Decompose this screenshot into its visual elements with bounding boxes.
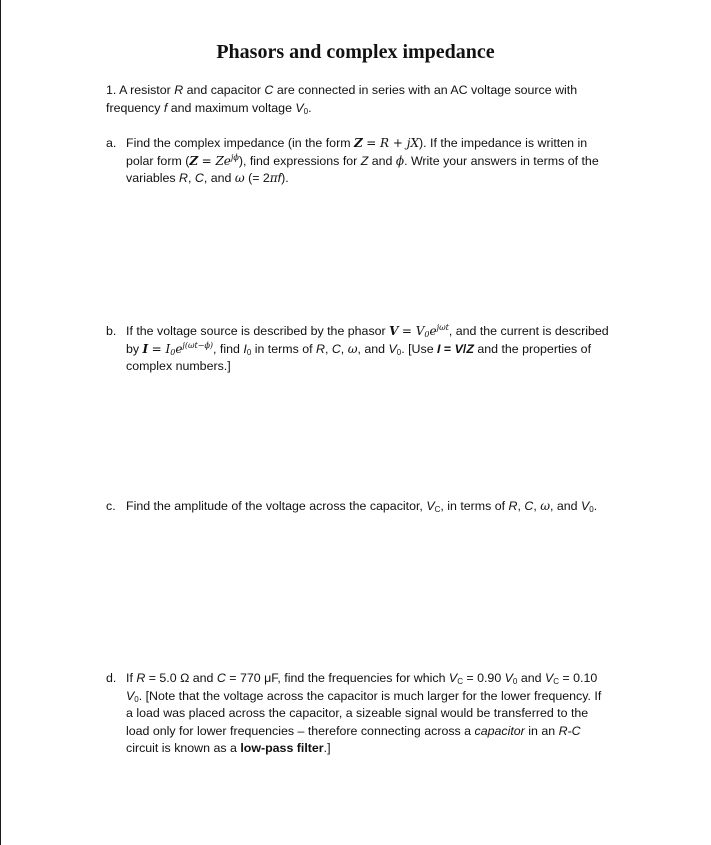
page-left-border [0, 0, 1, 845]
part-c [106, 498, 616, 516]
part-b-letter: b. [106, 324, 117, 338]
problem-1-intro: 1. A resistor R and capacitor C are connected in series with an AC voltage source with frequency f and maximum voltage $V_0$. [106, 83, 578, 116]
part-c-text: Find the amplitude of the voltage across the capacitor, $V_C$, in terms of R, C, ω, and $V_0$. [126, 499, 598, 514]
page-title: Phasors and complex impedance [216, 41, 495, 63]
part-b-text: If the voltage source is described by the phasor $V = V_0e^{j\omega t}$, and the current is described by $I = I_0e^{j(\omega t-\phi)}$, find $I_0$ in terms of R, C, ω, and $V_0$. [Use I = V/Z and the properties of complex numbers.] [126, 323, 609, 373]
part-b [106, 323, 616, 376]
part-c-letter: c. [106, 499, 116, 513]
part-a-text: Find the complex impedance (in the form Z = R + jX). If the impedance is written in polar form $(Z = Ze^{j\phi})$, find expressions for Z and ϕ. Write your answers in terms of the variables R, C, and ω (= 2πf). [126, 136, 599, 185]
part-d-letter: d. [106, 671, 117, 685]
part-a [106, 135, 616, 188]
part-d [106, 670, 611, 758]
part-a-letter: a. [106, 136, 117, 150]
part-d-text: If R = 5.0 Ω and C = 770 μF, find the frequencies for which $V_C = 0.90$ $V_0$ and $V_C = 0.10$ $V_0$. [Note that the voltage across the capacitor is much larger for the lower frequency. If a load was placed across the capacitor, a sizeable signal would be transferred to the load only for lower frequencies – therefore connecting across a capacitor in an R-C circuit is known as a low-pass filter.] [126, 671, 602, 755]
